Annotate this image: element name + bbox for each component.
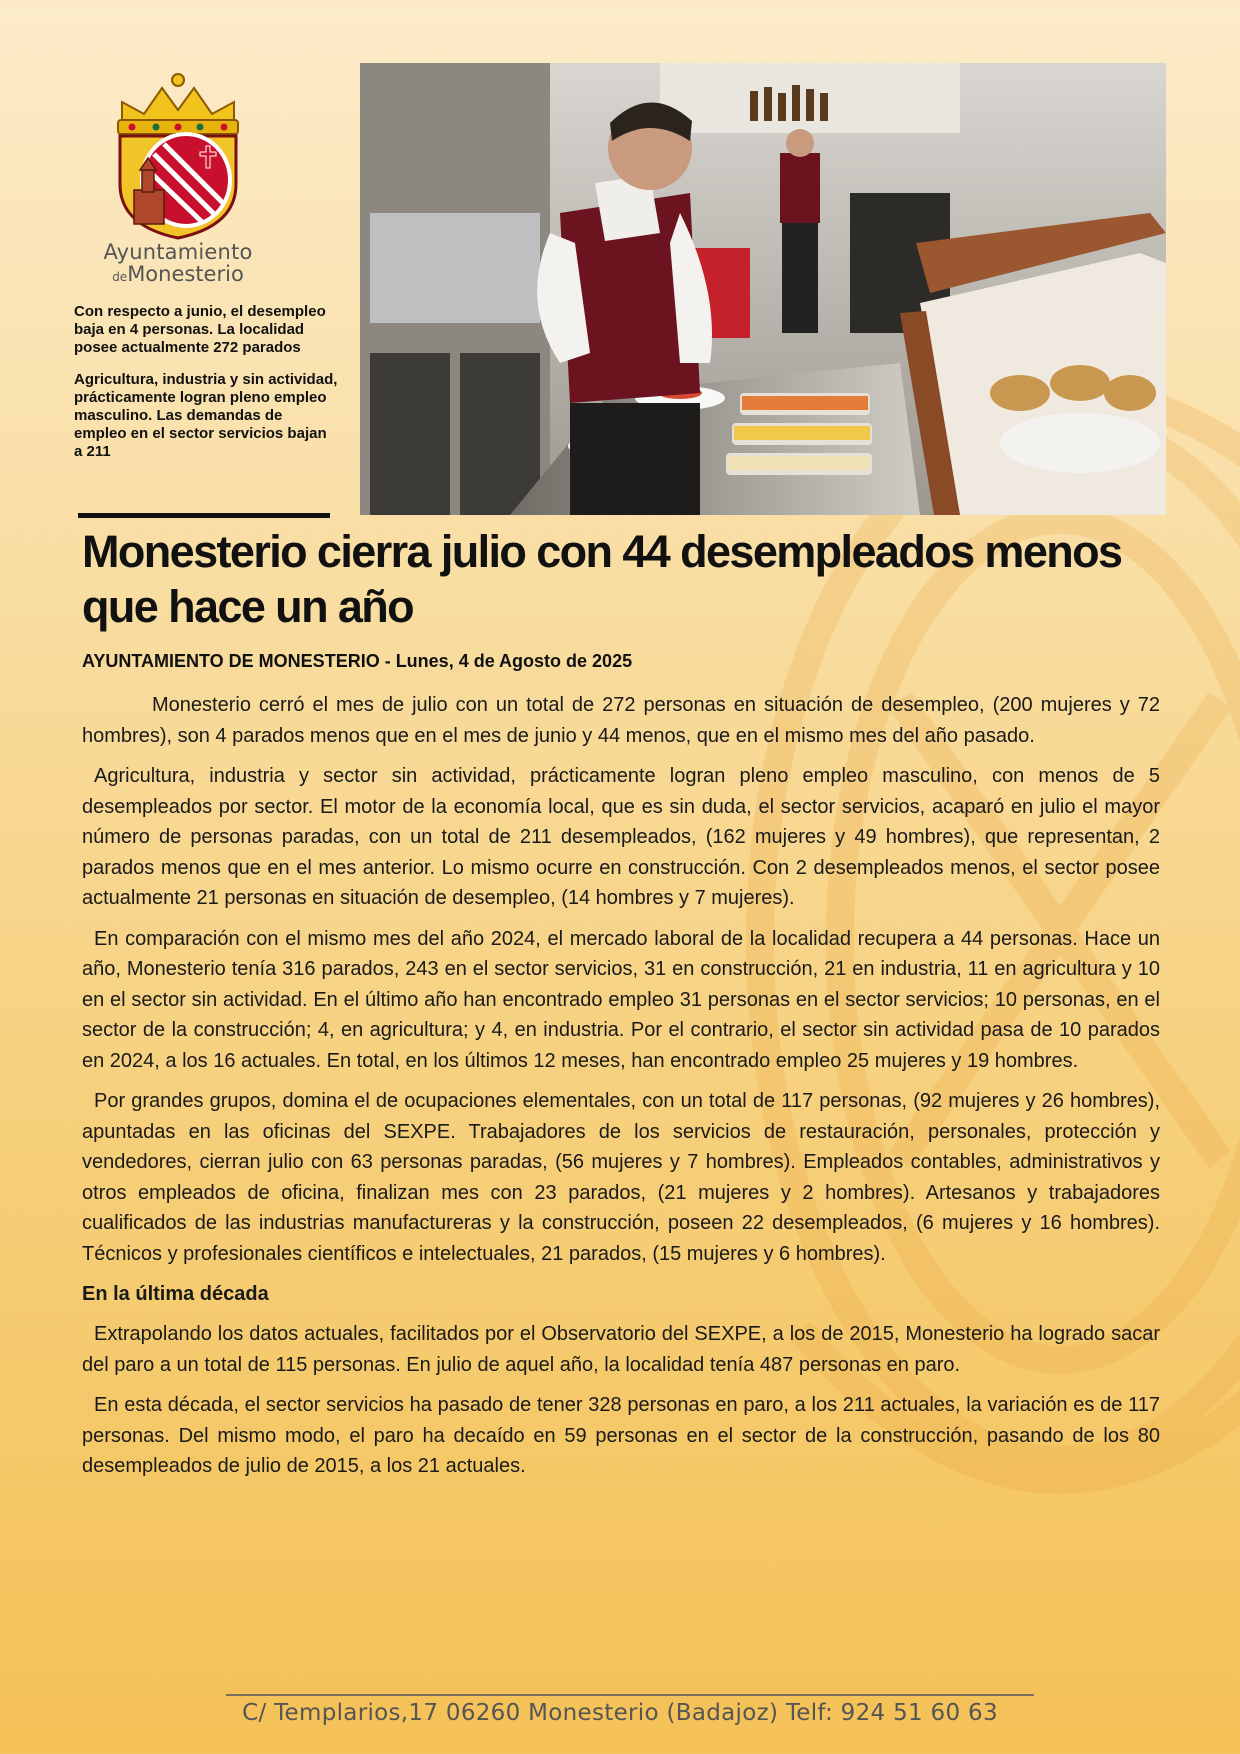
paragraph-1: Monesterio cerró el mes de julio con un total de 272 personas en situación de desempleo, (200 mujeres y 72 hombres), son 4 parados menos que en el mes de junio y 44 menos, que en el mismo mes del año pasado. (82, 694, 1160, 747)
summary-column (74, 303, 338, 475)
section-subheading: En la última década (82, 1283, 269, 1305)
paragraph-2: Agricultura, industria y sector sin actividad, prácticamente logran pleno empleo masculino, con menos de 5 desempleados por sector. El motor de la economía local, que es sin duda, el sector servicios, acaparó en julio el mayor número de personas paradas, con un total de 211 desempleados, (162 mujeres y 49 hombres), que representan, 2 parados menos que en el mes anterior. Lo mismo ocurre en construcción. Con 2 desempleados menos, el sector posee actualmente 21 personas en situación de desempleo, (14 hombres y 7 mujeres). (82, 765, 1160, 909)
footer-rule (226, 1694, 1034, 1696)
paragraph-5: Extrapolando los datos actuales, facilitados por el Observatorio del SEXPE, a los de 2015, Monesterio ha logrado sacar del paro a un total de 115 personas. En julio de aquel año, la localidad tenía 487 personas en paro. (82, 1323, 1160, 1376)
logo-wordmark (92, 242, 264, 285)
footer-address: C/ Templarios,17 06260 Monesterio (Badajoz) Telf: 924 51 60 63 (242, 1700, 998, 1726)
bar-waiter-photo (360, 63, 1166, 515)
summary-point-2: Agricultura, industria y sin actividad, prácticamente logran pleno empleo masculino. Las demandas de empleo en el sector servicios bajan a 211 (74, 371, 338, 460)
article-byline: AYUNTAMIENTO DE MONESTERIO - Lunes, 4 de Agosto de 2025 (82, 651, 633, 671)
logo-de: de (112, 270, 128, 284)
paragraph-4: Por grandes grupos, domina el de ocupaciones elementales, con un total de 117 personas, (92 mujeres y 26 hombres), apuntadas en las oficinas del SEXPE. Trabajadores de los servicios de restauración, personales, protección y vendedores, cierran julio con 63 personas paradas, (56 mujeres y 7 hombres). Empleados contables, administrativos y otros empleados de oficina, finalizan mes con 23 parados, (21 mujeres y 2 hombres). Artesanos y trabajadores cualificados de las industrias manufactureras y la construcción, poseen 22 desempleados, (6 mujeres y 16 hombres). Técnicos y profesionales científicos e intelectuales, 21 parados, (15 mujeres y 6 hombres). (82, 1090, 1160, 1265)
summary-point-1: Con respecto a junio, el desempleo baja en 4 personas. La localidad posee actualmente 272 parados (74, 303, 326, 356)
municipality-logo (92, 62, 264, 302)
coat-of-arms-icon (92, 62, 264, 240)
article-headline: Monesterio cierra julio con 44 desempleados menos que hace un año (82, 526, 1122, 632)
logo-line-2 (92, 264, 264, 285)
divider-rule (78, 513, 330, 518)
logo-town: Monesterio (127, 262, 244, 286)
paragraph-3: En comparación con el mismo mes del año 2024, el mercado laboral de la localidad recupera a 44 personas. Hace un año, Monesterio tenía 316 parados, 243 en el sector servicios, 31 en construcción, 21 en industria, 11 en agricultura y 10 en el sector sin actividad. En el último año han encontrado empleo 31 personas en el sector servicios; 10 personas, en el sector de la construcción; 4, en agricultura; y 4, en industria. Por el contrario, el sector sin actividad pasa de 10 parados en 2024, a los 16 actuales. En total, en los últimos 12 meses, han encontrado empleo 25 mujeres y 19 hombres. (82, 927, 1160, 1072)
article-photo (360, 63, 1166, 515)
logo-line-1: Ayuntamiento (103, 240, 253, 264)
paragraph-6: En esta década, el sector servicios ha pasado de tener 328 personas en paro, a los 211 actuales, la variación es de 117 personas. Del mismo modo, el paro ha decaído en 59 personas en el sector de la construcción, pasando de los 80 desempleados de julio de 2015, a los 21 actuales. (82, 1394, 1160, 1477)
article-body (82, 690, 1160, 1492)
